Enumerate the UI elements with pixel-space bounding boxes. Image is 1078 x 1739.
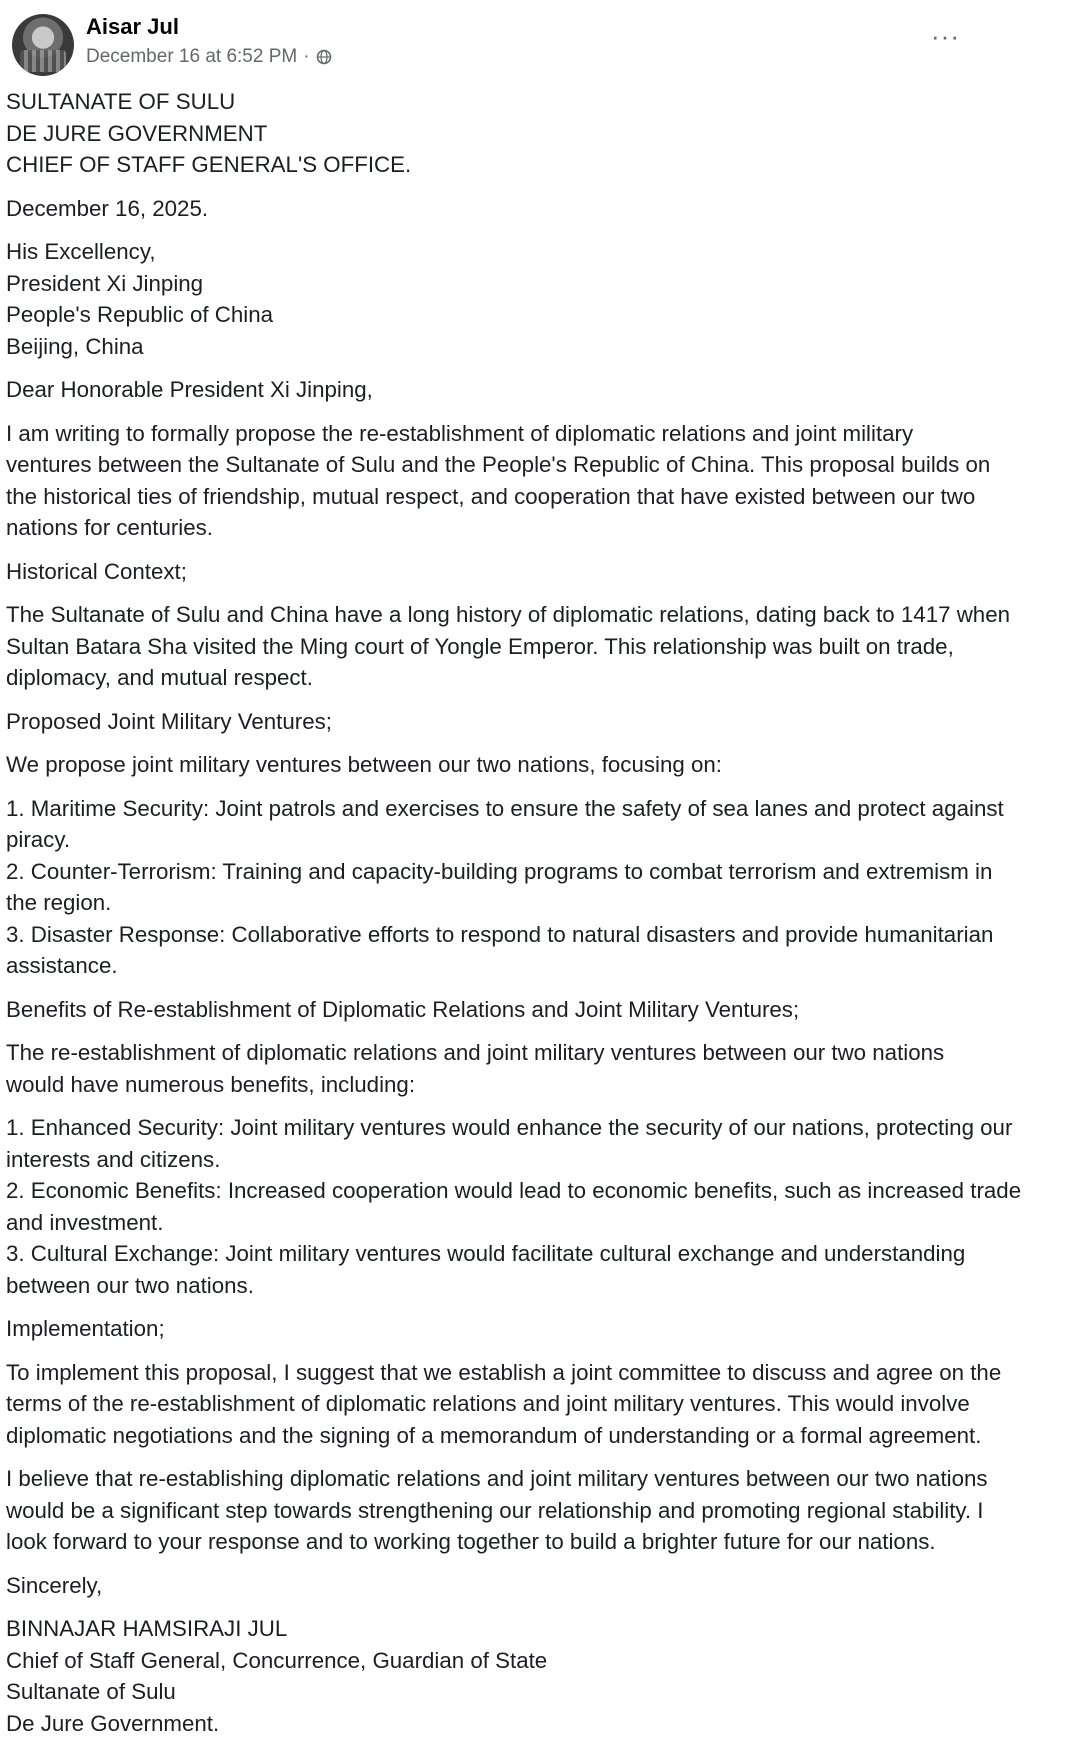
benefits-heading-text: Benefits of Re-establishment of Diplomatic Relations and Joint Military Ventures;	[6, 994, 1066, 1026]
proposed-line: 3. Disaster Response: Collaborative efforts to respond to natural disasters and provide humanitarian	[6, 919, 1066, 951]
historical-heading	[6, 556, 1066, 588]
implementation-line: diplomatic negotiations and the signing of a memorandum of understanding or a formal agreement.	[6, 1420, 1066, 1452]
intro-paragraph	[6, 418, 1066, 544]
benefits-line: 3. Cultural Exchange: Joint military ventures would facilitate cultural exchange and understanding	[6, 1238, 1066, 1270]
signoff-text: Sincerely,	[6, 1570, 1066, 1602]
closing-line: I believe that re-establishing diplomatic relations and joint military ventures between our two nations	[6, 1463, 1066, 1495]
closing-paragraph	[6, 1463, 1066, 1558]
historical-line: The Sultanate of Sulu and China have a long history of diplomatic relations, dating back to 1417 when	[6, 599, 1066, 631]
letter-address	[6, 236, 1066, 362]
post-body	[6, 86, 1066, 1739]
implementation-line: To implement this proposal, I suggest that we establish a joint committee to discuss and agree on the	[6, 1357, 1066, 1389]
address-line: President Xi Jinping	[6, 268, 1066, 300]
letter-header-line: DE JURE GOVERNMENT	[6, 118, 1066, 150]
letter-salutation	[6, 374, 1066, 406]
intro-line: the historical ties of friendship, mutual respect, and cooperation that have existed between our two	[6, 481, 1066, 513]
proposed-line: the region.	[6, 887, 1066, 919]
proposed-intro-text: We propose joint military ventures between our two nations, focusing on:	[6, 749, 1066, 781]
letter-header-line: SULTANATE OF SULU	[6, 86, 1066, 118]
benefits-line: interests and citizens.	[6, 1144, 1066, 1176]
address-line: His Excellency,	[6, 236, 1066, 268]
signature-line: BINNAJAR HAMSIRAJI JUL	[6, 1613, 1066, 1645]
implementation-heading	[6, 1313, 1066, 1345]
benefits-line: 2. Economic Benefits: Increased cooperation would lead to economic benefits, such as increased trade	[6, 1175, 1066, 1207]
benefits-line: and investment.	[6, 1207, 1066, 1239]
benefits-intro-line: The re-establishment of diplomatic relations and joint military ventures between our two nations	[6, 1037, 1066, 1069]
historical-line: diplomacy, and mutual respect.	[6, 662, 1066, 694]
intro-line: ventures between the Sultanate of Sulu and the People's Republic of China. This proposal builds on	[6, 449, 1066, 481]
proposed-line: assistance.	[6, 950, 1066, 982]
post-meta	[86, 46, 332, 68]
proposed-line: piracy.	[6, 824, 1066, 856]
proposed-heading	[6, 706, 1066, 738]
implementation-heading-text: Implementation;	[6, 1313, 1066, 1345]
proposed-list	[6, 793, 1066, 982]
closing-line: look forward to your response and to working together to build a brighter future for our nations.	[6, 1526, 1066, 1558]
post-header	[6, 0, 1078, 86]
historical-paragraph	[6, 599, 1066, 694]
implementation-line: terms of the re-establishment of diplomatic relations and joint military ventures. This would involve	[6, 1388, 1066, 1420]
letter-date	[6, 193, 1066, 225]
benefits-line: between our two nations.	[6, 1270, 1066, 1302]
salutation-text: Dear Honorable President Xi Jinping,	[6, 374, 1066, 406]
intro-line: nations for centuries.	[6, 512, 1066, 544]
benefits-list	[6, 1112, 1066, 1301]
author-avatar[interactable]	[12, 14, 74, 76]
benefits-line: 1. Enhanced Security: Joint military ventures would enhance the security of our nations, protecting our	[6, 1112, 1066, 1144]
proposed-line: 1. Maritime Security: Joint patrols and exercises to ensure the safety of sea lanes and protect against	[6, 793, 1066, 825]
letter-header	[6, 86, 1066, 181]
historical-heading-text: Historical Context;	[6, 556, 1066, 588]
closing-line: would be a significant step towards strengthening our relationship and promoting regional stability. I	[6, 1495, 1066, 1527]
signature-line: Chief of Staff General, Concurrence, Guardian of State	[6, 1645, 1066, 1677]
benefits-intro	[6, 1037, 1066, 1100]
address-line: Beijing, China	[6, 331, 1066, 363]
signature-line: De Jure Government.	[6, 1708, 1066, 1739]
meta-separator: ·	[303, 46, 309, 68]
benefits-intro-line: would have numerous benefits, including:	[6, 1069, 1066, 1101]
proposed-heading-text: Proposed Joint Military Ventures;	[6, 706, 1066, 738]
signature-block	[6, 1613, 1066, 1739]
signoff	[6, 1570, 1066, 1602]
author-name[interactable]: Aisar Jul	[86, 14, 179, 40]
proposed-intro	[6, 749, 1066, 781]
proposed-line: 2. Counter-Terrorism: Training and capacity-building programs to combat terrorism and extremism in	[6, 856, 1066, 888]
historical-line: Sultan Batara Sha visited the Ming court of Yongle Emperor. This relationship was built on trade,	[6, 631, 1066, 663]
globe-icon[interactable]	[316, 49, 332, 65]
implementation-paragraph	[6, 1357, 1066, 1452]
benefits-heading	[6, 994, 1066, 1026]
intro-line: I am writing to formally propose the re-establishment of diplomatic relations and joint military	[6, 418, 1066, 450]
letter-header-line: CHIEF OF STAFF GENERAL'S OFFICE.	[6, 149, 1066, 181]
post-timestamp[interactable]: December 16 at 6:52 PM	[86, 46, 297, 68]
more-options-icon[interactable]: ···	[931, 26, 960, 46]
letter-date-text: December 16, 2025.	[6, 193, 1066, 225]
address-line: People's Republic of China	[6, 299, 1066, 331]
signature-line: Sultanate of Sulu	[6, 1676, 1066, 1708]
